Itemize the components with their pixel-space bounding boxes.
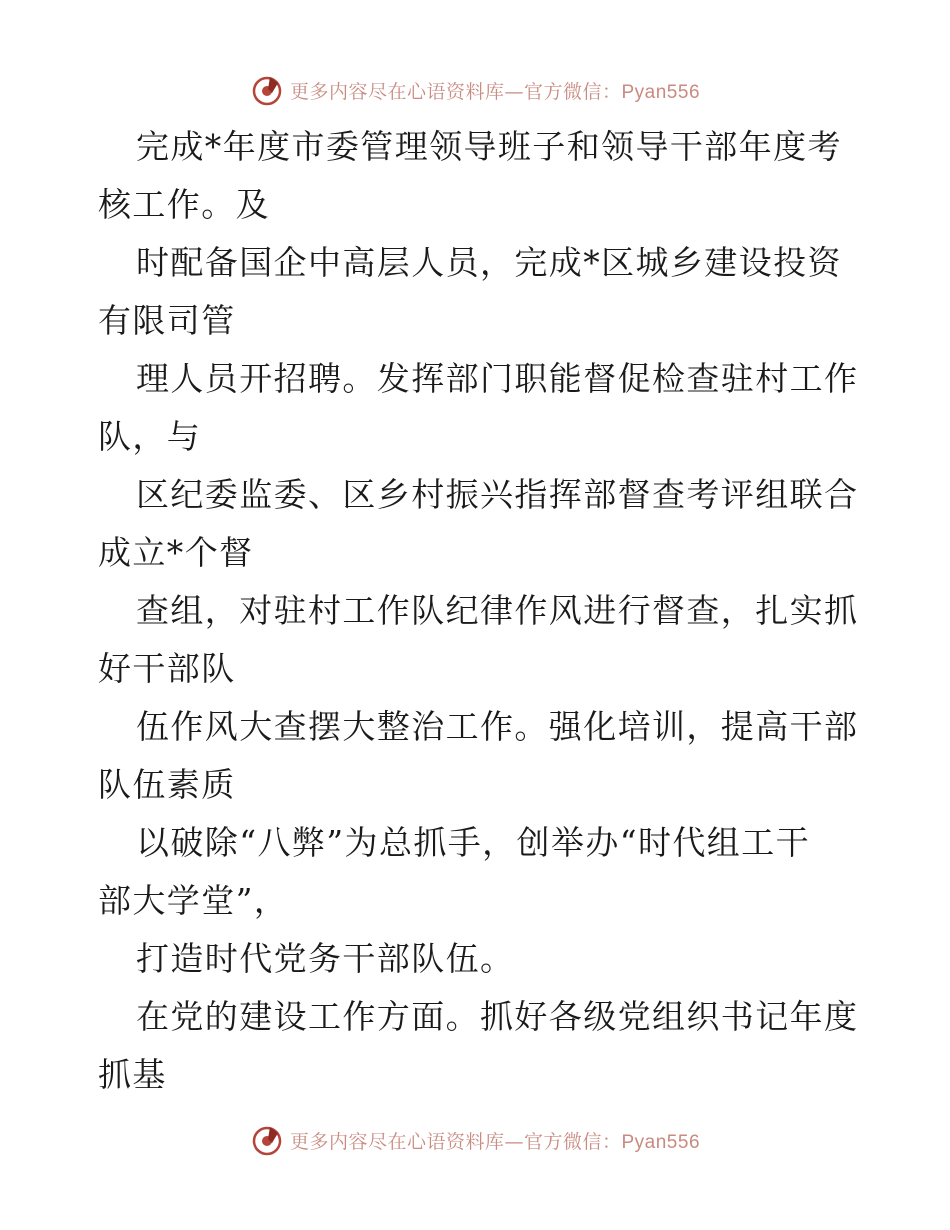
body-line: 好干部队	[98, 649, 236, 688]
body-line: 队，与	[98, 417, 202, 456]
footer-wechat-id: Pyan556	[621, 1131, 701, 1153]
body-line: 打造时代党务干部队伍。	[136, 939, 515, 978]
body-line: 查组，对驻村工作队纪律作风进行督查，扎实抓	[136, 591, 858, 630]
body-line: 队伍素质	[98, 765, 236, 804]
body-line: 理人员开招聘。发挥部门职能督促检查驻村工作	[136, 359, 858, 398]
logo-icon	[250, 73, 284, 107]
body-line: 在党的建设工作方面。抓好各级党组织书记年度	[136, 997, 858, 1036]
body-line: 完成*年度市委管理领导班子和领导干部年度考	[136, 127, 842, 166]
header-banner	[0, 70, 950, 110]
logo-icon	[250, 1123, 284, 1157]
footer-banner-text: 更多内容尽在心语资料库—官方微信：	[289, 1130, 622, 1153]
footer-banner	[0, 1120, 950, 1160]
body-line: 核工作。及	[98, 185, 270, 224]
body-line: 以破除“八弊”为总抓手，创举办“时代组工干	[136, 823, 811, 862]
body-line: 区纪委监委、区乡村振兴指挥部督查考评组联合	[136, 475, 858, 514]
body-line: 伍作风大查摆大整治工作。强化培训，提高干部	[136, 707, 858, 746]
body-line: 时配备国企中高层人员，完成*区城乡建设投资	[136, 243, 842, 282]
header-wechat-id: Pyan556	[621, 81, 701, 103]
body-line: 部大学堂”，	[98, 881, 289, 920]
body-text	[98, 118, 858, 1104]
body-line: 有限司管	[98, 301, 236, 340]
body-line: 抓基	[98, 1055, 167, 1094]
header-banner-text: 更多内容尽在心语资料库—官方微信：	[289, 80, 622, 103]
body-line: 成立*个督	[98, 533, 254, 572]
